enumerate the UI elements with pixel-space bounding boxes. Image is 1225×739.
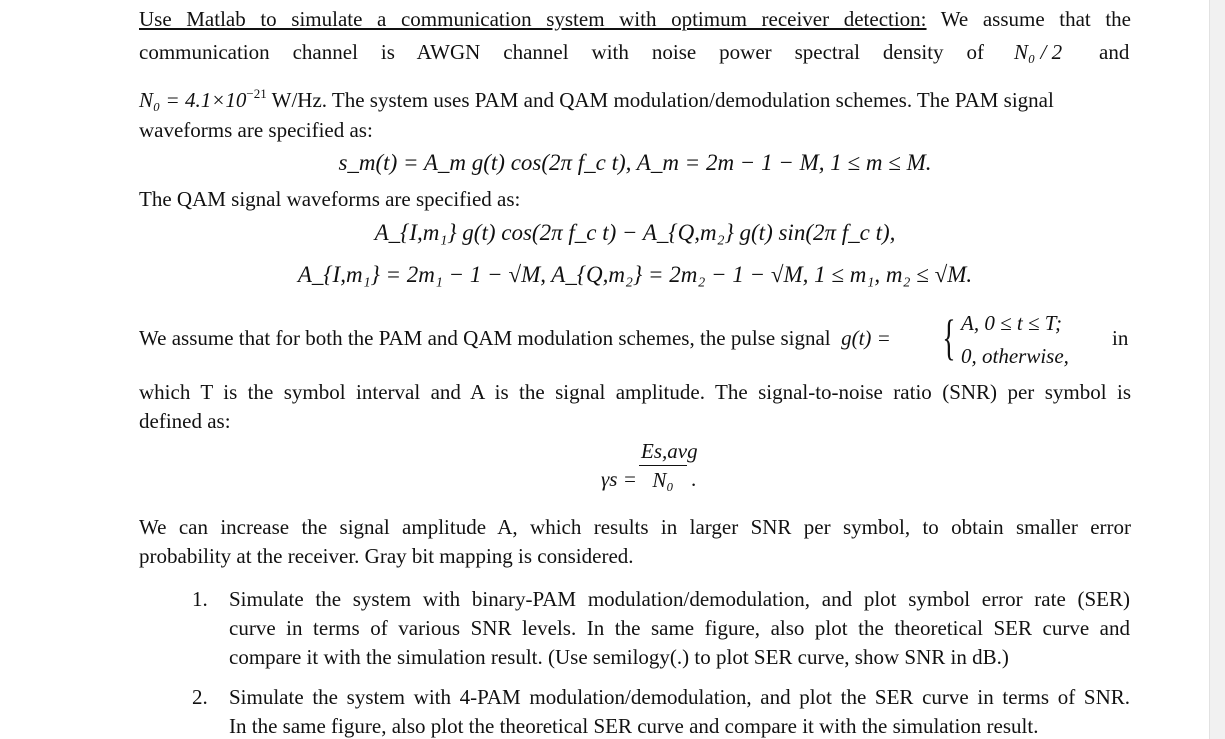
para3-line2: defined as: <box>139 409 231 433</box>
pulse-lead: We assume that for both the PAM and QAM modulation schemes, the pulse signal <box>139 326 831 350</box>
list-item-1-num: 1. <box>192 587 208 611</box>
para4-line2: probability at the receiver. Gray bit mapping is considered. <box>139 544 634 568</box>
para1-line2 <box>139 39 1131 65</box>
para3-line1: which T is the symbol interval and A is the signal amplitude. The signal-to-noise ratio (SNR) per symbol is <box>139 380 1131 404</box>
para4-line1: We can increase the signal amplitude A, which results in larger SNR per symbol, to obtain smaller error <box>139 515 1131 539</box>
qam-equation-1: A_{I,m₁} g(t) cos(2π f_c t) − A_{Q,m₂} g(t) sin(2π f_c t), <box>374 220 896 245</box>
n0-value-math: N₀ = 4.1×10 <box>139 88 247 112</box>
n0-exponent: −21 <box>246 86 267 101</box>
snr-fraction <box>639 438 698 493</box>
list-item-1-line1: Simulate the system with binary-PAM modulation/demodulation, and plot symbol error rate (SER) <box>229 587 1130 611</box>
para1-line2-text: communication channel is AWGN channel with noise power spectral density of <box>139 40 984 64</box>
para1-line4 <box>139 117 373 143</box>
task-heading: Use Matlab to simulate a communication system with optimum receiver detection: <box>139 7 927 31</box>
list-item-2-line2: In the same figure, also plot the theoretical SER curve and compare it with the simulation result. <box>229 714 1039 738</box>
list-item-1-line3: compare it with the simulation result. (Use semilogy(.) to plot SER curve, show SNR in dB.) <box>229 645 1009 669</box>
brace-symbol: { <box>942 309 956 365</box>
pulse-g-label: g(t) = <box>835 326 891 350</box>
qam-equation-2: A_{I,m₁} = 2m₁ − 1 − √M, A_{Q,m₂} = 2m₂ − 1 − √M, 1 ≤ m₁, m₂ ≤ √M. <box>297 262 973 287</box>
para1-line3 <box>139 81 1054 113</box>
scrollbar[interactable] <box>1209 0 1225 739</box>
para1-line4-text: waveforms are specified as: <box>139 118 373 142</box>
list-item-1-line2: curve in terms of various SNR levels. In the same figure, also plot the theoretical SER curve and <box>229 616 1130 640</box>
snr-denominator: N₀ <box>652 468 674 492</box>
pam-equation: s_m(t) = A_m g(t) cos(2π f_c t), A_m = 2m − 1 − M, 1 ≤ m ≤ M. <box>338 150 932 175</box>
para1-line3-rest: W/Hz. The system uses PAM and QAM modulation/demodulation schemes. The PAM signal <box>271 88 1054 112</box>
snr-lhs: γs = <box>601 467 637 491</box>
snr-numerator: Es,avg <box>639 438 687 466</box>
noise-psd-math: N₀ / 2 <box>1014 40 1063 64</box>
pulse-case-1: A, 0 ≤ t ≤ T; <box>961 311 1063 335</box>
list-item-2-num: 2. <box>192 685 208 709</box>
qam-intro: The QAM signal waveforms are specified as: <box>139 187 521 211</box>
list-item-2-line1: Simulate the system with 4-PAM modulation/demodulation, and plot the SER curve in terms of SNR. <box>229 685 1130 709</box>
pulse-case-2: 0, otherwise, <box>961 344 1069 368</box>
para1-line2-and: and <box>1099 40 1130 64</box>
para1-line1 <box>139 6 1131 32</box>
para1-line1-rest: We assume that the <box>940 7 1131 31</box>
pulse-tail: in <box>1112 326 1129 350</box>
snr-period: . <box>691 467 697 491</box>
